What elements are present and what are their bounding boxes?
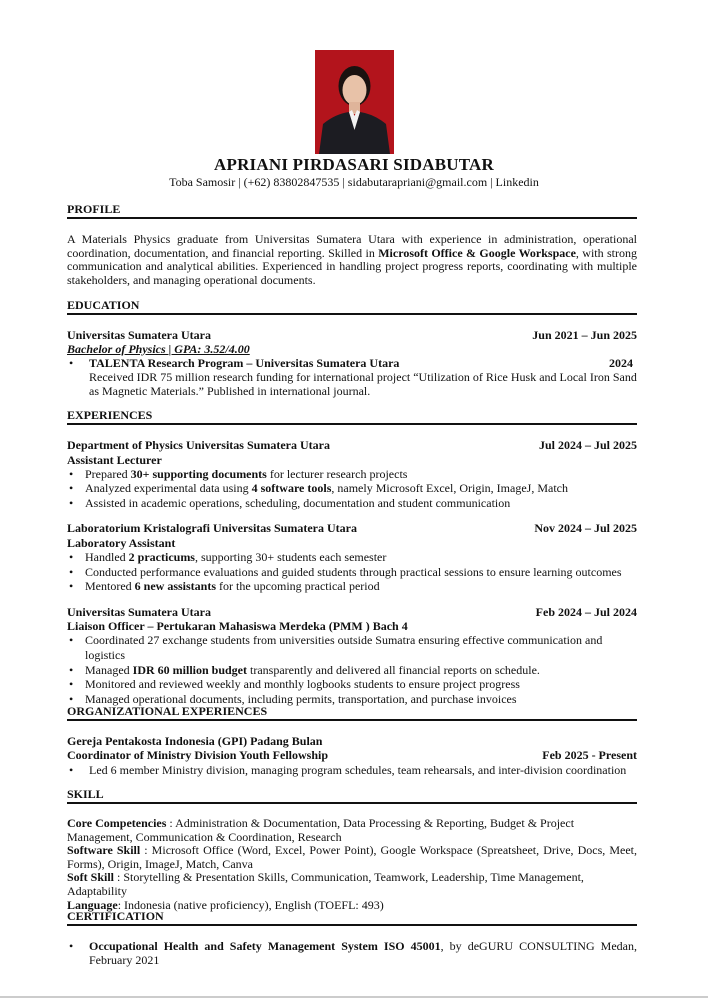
bullet-text: Analyzed experimental data using bbox=[85, 481, 252, 496]
school-name: Universitas Sumatera Utara bbox=[67, 328, 211, 342]
experiences-section bbox=[67, 408, 637, 706]
bullet-highlight: IDR 60 million budget bbox=[132, 662, 248, 677]
skill-label: Core Competencies bbox=[67, 816, 167, 830]
job-dates: Jul 2024 – Jul 2025 bbox=[538, 438, 637, 452]
section-title-certification: CERTIFICATION bbox=[67, 909, 637, 926]
list-item bbox=[67, 356, 637, 399]
job-dates: Nov 2024 – Jul 2025 bbox=[534, 521, 637, 536]
skill-text: : Administration & Documentation, Data Processing & Reporting, Budget & Project Management, Communication & Coordination, Research bbox=[67, 816, 575, 844]
certification-section bbox=[67, 909, 637, 967]
job-entry bbox=[67, 605, 637, 707]
job-dates: Feb 2024 – Jul 2024 bbox=[535, 604, 637, 619]
bullet-highlight: 4 software tools bbox=[251, 481, 332, 496]
education-section bbox=[67, 298, 637, 398]
bullet-text: , supporting 30+ students each semester bbox=[194, 549, 387, 564]
job-role: Laboratory Assistant bbox=[67, 535, 176, 550]
research-program-title: • TALENTA Research Program – Universitas Sumatera Utara bbox=[89, 355, 400, 370]
bullet-text: , namely Microsoft Excel, Origin, ImageJ, Match bbox=[331, 481, 568, 496]
degree-line: Bachelor of Physics | GPA: 3.52/4.00 bbox=[67, 341, 250, 356]
bullet-text: Coordinated 27 exchange students from universities outside Sumatra ensuring effective communication and logistics bbox=[85, 633, 603, 662]
list-item bbox=[67, 677, 637, 692]
bullet-text: Monitored and reviewed weekly and monthly logbooks students to ensure project progress bbox=[85, 677, 520, 692]
bullet-highlight: 30+ supporting documents bbox=[130, 466, 267, 481]
list-item bbox=[67, 550, 637, 565]
section-title-profile: PROFILE bbox=[67, 202, 637, 219]
skill-soft bbox=[67, 871, 637, 898]
org-role: Coordinator of Ministry Division Youth Fellowship bbox=[67, 748, 329, 762]
list-item: • Led 6 member Ministry division, managing program schedules, team rehearsals, and inter-division coordination bbox=[67, 763, 637, 777]
list-item bbox=[67, 467, 637, 482]
list-item bbox=[67, 565, 637, 580]
bullet-text: Mentored bbox=[85, 579, 135, 594]
skill-text: : Indonesia (native proficiency), English (TOEFL: 493) bbox=[117, 897, 384, 912]
job-org: Laboratorium Kristalografi Universitas Sumatera Utara bbox=[67, 521, 357, 536]
profile-summary bbox=[67, 233, 637, 287]
section-title-education: EDUCATION bbox=[67, 298, 637, 315]
list-item bbox=[67, 496, 637, 511]
education-header bbox=[67, 328, 637, 343]
profile-photo bbox=[315, 50, 394, 154]
section-title-skill: SKILL bbox=[67, 787, 637, 804]
job-org: Department of Physics Universitas Sumatera Utara bbox=[67, 438, 330, 452]
contact-line: Toba Samosir | (+62) 83802847535 | sidabutarapriani@gmail.com | Linkedin bbox=[169, 175, 539, 189]
skill-software bbox=[67, 844, 637, 871]
profile-highlight: Microsoft Office & Google Workspace bbox=[378, 245, 576, 260]
skill-section bbox=[67, 787, 637, 912]
bullet-text: Managed bbox=[85, 662, 133, 677]
job-entry bbox=[67, 521, 637, 593]
org-experiences-section bbox=[67, 704, 637, 777]
skill-label: Language bbox=[67, 897, 118, 912]
bullet-text: for the upcoming practical period bbox=[216, 579, 380, 594]
section-title-org-experiences: ORGANIZATIONAL EXPERIENCES bbox=[67, 704, 637, 721]
certification-name: Occupational Health and Safety Management System ISO 45001 bbox=[89, 939, 441, 953]
bullet-text: Conducted performance evaluations and guided students through practical sessions to ensure learning outcomes bbox=[85, 564, 622, 579]
skill-text: : Microsoft Office (Word, Excel, Power Point), Google Workspace (Spreatsheet, Drive, Docs, Meet, Forms), Origin, ImageJ, Match, Canva bbox=[67, 843, 637, 871]
skill-label: Software Skill bbox=[67, 843, 141, 858]
skill-label: Soft Skill bbox=[67, 870, 115, 885]
org-name: Gereja Pentakosta Indonesia (GPI) Padang Bulan bbox=[67, 734, 323, 748]
list-item bbox=[67, 633, 637, 662]
bullet-text: transparently and delivered all financial reports on schedule. bbox=[247, 662, 540, 677]
bullet-text: for lecturer research projects bbox=[266, 466, 408, 481]
skill-text: : Storytelling & Presentation Skills, Communication, Teamwork, Leadership, Time Management, Adaptability bbox=[67, 870, 584, 898]
candidate-name: APRIANI PIRDASARI SIDABUTAR bbox=[214, 155, 494, 174]
bullet-text: Prepared bbox=[85, 466, 131, 481]
profile-text: A Materials Physics graduate from Universitas Sumatera Utara with experience in administration, operational coordination, documentation, and financial reporting. Skilled in bbox=[67, 232, 637, 260]
bullet-highlight: 2 practicums bbox=[128, 549, 195, 564]
bullet-text: Managed operational documents, including permits, transportation, and purchase invoices bbox=[85, 691, 517, 706]
profile-section bbox=[67, 202, 637, 287]
profile-text-cont: , with strong communication and analytical abilities. Experienced in handling project progress reports, coordinating with multiple stakeholders, and managing operational documents. bbox=[67, 245, 637, 287]
job-entry bbox=[67, 438, 637, 510]
bullet-highlight: 6 new assistants bbox=[134, 579, 217, 594]
list-item bbox=[67, 579, 637, 594]
list-item bbox=[67, 481, 637, 496]
list-item bbox=[67, 663, 637, 678]
section-title-experiences: EXPERIENCES bbox=[67, 408, 637, 425]
job-role: Assistant Lecturer bbox=[67, 452, 162, 467]
research-program-year: 2024 bbox=[609, 355, 633, 370]
research-program-text: Received IDR 75 million research funding for international project “Utilization of Rice Husk and Local Iron Sand as Magnetic Materials.” Published in international journal. bbox=[89, 370, 637, 399]
org-dates: Feb 2025 - Present bbox=[542, 748, 637, 762]
education-list bbox=[67, 356, 637, 399]
skill-core bbox=[67, 817, 637, 844]
bullet-text: Assisted in academic operations, scheduling, documentation and student communication bbox=[85, 495, 511, 510]
education-dates: Jun 2021 – Jun 2025 bbox=[532, 328, 637, 342]
list-item bbox=[67, 939, 637, 967]
job-org: Universitas Sumatera Utara bbox=[67, 604, 211, 619]
page-bottom-border bbox=[0, 996, 708, 998]
job-role: Liaison Officer – Pertukaran Mahasiswa Merdeka (PMM ) Bach 4 bbox=[67, 619, 408, 634]
bullet-text: Handled bbox=[85, 549, 129, 564]
certification-detail: , by deGURU CONSULTING Medan, February 2021 bbox=[89, 939, 637, 967]
